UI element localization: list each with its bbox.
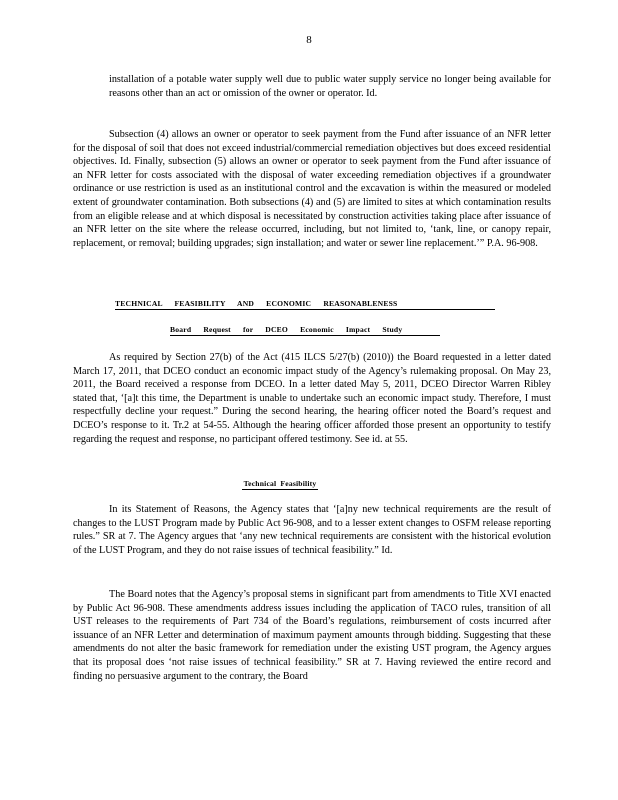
dceo-request-paragraph [73, 351, 551, 446]
section-heading-text: TECHNICAL FEASIBILITY AND ECONOMIC REASONABLENESS [115, 299, 495, 310]
paragraph-text: The Board notes that the Agency’s proposal stems in significant part from amendments to Title XVI enacted by Public Act 96-908. These amendments address issues including the application of TACO rules, transition of all UST releases to the requirements of Part 734 of the Board’s regulations, reimbursement of costs incurred after issuance of an NFR Letter and determination of maximum payment amounts through bidding. Suggesting that these amendments do not alter the basic framework for remediation under the existing UST program, the Agency argues that its proposal does ‘not raise issues of technical feasibility.” SR at 7. Having reviewed the entire record and finding no persuasive argument to the contrary, the Board [73, 589, 551, 682]
continuation-paragraph [109, 73, 551, 100]
paragraph-text: As required by Section 27(b) of the Act (415 ILCS 5/27(b) (2010)) the Board requested in a letter dated March 17, 2011, that DCEO conduct an economic impact study of the Agency’s rulemaking proposal. On May 23, 2011, the Board received a response from DCEO. In a letter dated May 5, 2011, DCEO Director Warren Ribley stated that, ‘[a]t this time, the Department is unable to undertake such an economic impact study. Therefore, I must respectfully decline your request.” During the second hearing, the hearing officer noted the Board’s request and DCEO’s response to it. Tr.2 at 54-55. Although the hearing officer afforded those present an opportunity to testify regarding the request and response, no participant offered testimony. See id. at 55. [73, 352, 551, 445]
statement-of-reasons-paragraph [73, 503, 551, 557]
technical-feasibility-heading-text: Technical Feasibility [243, 479, 317, 488]
section-heading [115, 299, 495, 310]
page-number: 8 [306, 34, 312, 46]
paragraph-text: In its Statement of Reasons, the Agency states that ‘[a]ny new technical requirements are the result of changes to the LUST Program made by Public Act 96-908, and to a lesser extent changes to OSFM release reporting rules.” SR at 7. The Agency argues that ‘any new technical requirements are consistent with the historical evolution of the LUST Program, and they do not raise issues of technical feasibility.” Id. [73, 504, 551, 556]
technical-feasibility-heading [200, 479, 360, 490]
paragraph-text: installation of a potable water supply well due to public water supply service no longer being available for reasons other than an act or omission of the owner or operator. Id. [109, 74, 551, 99]
subsection-heading-text: Board Request for DCEO Economic Impact Study [170, 325, 440, 336]
subsection-paragraph [73, 128, 551, 250]
subsection-heading [170, 325, 440, 336]
board-notes-paragraph [73, 588, 551, 683]
paragraph-text: Subsection (4) allows an owner or operator to seek payment from the Fund after issuance of an NFR letter for the disposal of soil that does not exceed industrial/commercial remediation objectives but does exceed residential objectives. Id. Finally, subsection (5) allows an owner or operator to seek payment from the Fund after issuance of an NFR letter for costs associated with the disposal of water exceeding remediation objectives if a groundwater ordinance or use restriction is used as an institutional control and the excavation is within the measured or modeled extent of groundwater contamination. Both subsections (4) and (5) are limited to sites at which contamination results from an eligible release and at which disposal is necessitated by construction activities taking place after issuance of an NFR letter on the site where the release occurred, including, but not limited to, ‘tank, line, or canopy repair, replacement, or removal; building upgrades; sign installation; and water or sewer line replacement.’” P.A. 96-908. [73, 129, 551, 249]
